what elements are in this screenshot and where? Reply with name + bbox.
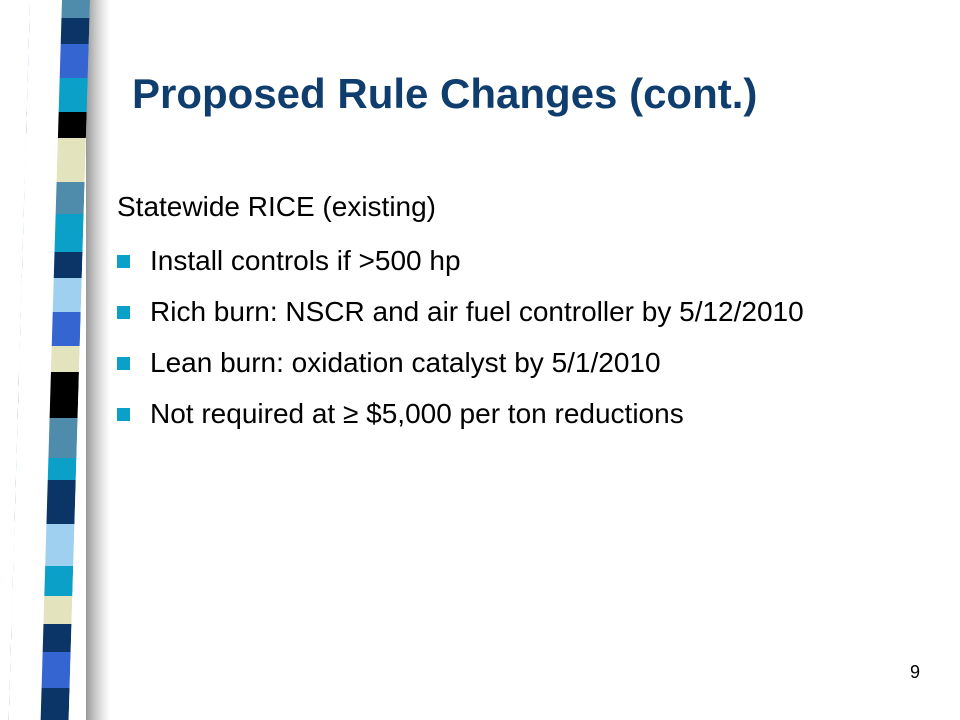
slide-number: 9 <box>910 662 921 682</box>
bullet-item <box>117 396 917 431</box>
stripe-bar-shadow <box>86 0 110 720</box>
bullet-text: Rich burn: NSCR and air fuel controller by 5/12/2010 <box>150 296 804 327</box>
square-bullet-icon <box>117 357 130 370</box>
decorative-stripe-bar <box>0 0 110 720</box>
square-bullet-icon <box>117 306 130 319</box>
slide-title: Proposed Rule Changes (cont.) <box>132 70 758 117</box>
stripe-column <box>9 0 90 720</box>
square-bullet-icon <box>117 255 130 268</box>
bullet-item <box>117 294 917 329</box>
bullet-text: Install controls if >500 hp <box>150 245 461 276</box>
bullet-item <box>117 345 917 380</box>
bullet-text: Not required at ≥ $5,000 per ton reductions <box>150 398 684 429</box>
bullet-list <box>117 243 917 447</box>
bullet-text: Lean burn: oxidation catalyst by 5/1/2010 <box>150 347 661 378</box>
slide-intro-text: Statewide RICE (existing) <box>117 191 437 222</box>
square-bullet-icon <box>117 408 130 421</box>
bullet-item <box>117 243 917 278</box>
